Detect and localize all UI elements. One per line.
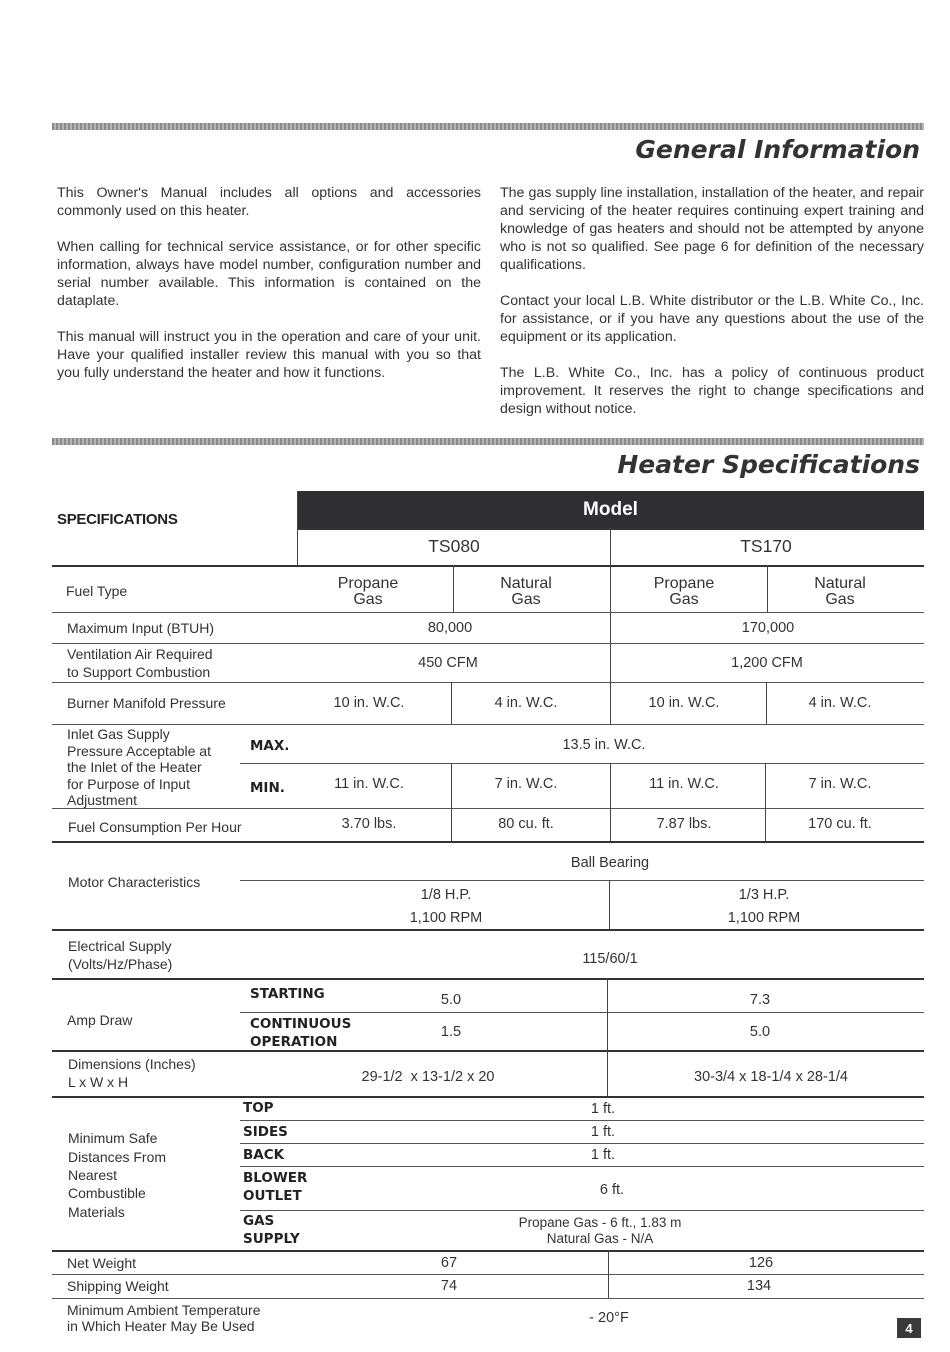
paragraph: When calling for technical service assistance, or for other specific information, always have model number, configuration number and serial number available. This information is contained on the dataplate.	[57, 239, 481, 309]
max-input-label: Maximum Input (BTUH)	[67, 620, 215, 636]
motor-ts170-hp: 1/3 H.P.	[738, 887, 790, 903]
shipping-weight-label: Shipping Weight	[67, 1278, 169, 1294]
inlet-min-value: 7 in. W.C.	[808, 776, 872, 792]
shipping-weight-ts170: 134	[746, 1278, 772, 1294]
clearance-sides-label: SIDES	[243, 1124, 288, 1140]
fuel-ts170-propane: Propane Gas	[653, 575, 715, 608]
general-right-column	[500, 184, 924, 436]
paragraph: Contact your local L.B. White distributor or the L.B. White Co., Inc. for assistance, or if you have any questions about the use of the equipment or its application.	[500, 293, 924, 345]
ventilation-ts170: 1,200 CFM	[731, 655, 803, 671]
inlet-min-label: MIN.	[250, 780, 285, 796]
paragraph: This Owner's Manual includes all options and accessories commonly used on this heater.	[57, 185, 481, 219]
clearance-gas-label: GAS	[243, 1213, 275, 1229]
amp-starting-label: STARTING	[250, 986, 325, 1002]
motor-ts080-rpm: 1,100 RPM	[409, 910, 483, 926]
clearance-back-label: BACK	[243, 1147, 285, 1163]
motor-ts170-rpm: 1,100 RPM	[727, 910, 801, 926]
consumption-label: Fuel Consumption Per Hour	[68, 819, 242, 835]
paragraph: This manual will instruct you in the operation and care of your unit. Have your qualified installer review this manual with you so that you fully understand the heater and how it functions.	[57, 329, 481, 381]
clearance-gas-label: SUPPLY	[243, 1231, 300, 1247]
manifold-value: 10 in. W.C.	[648, 695, 720, 711]
fuel-ts080-propane: Propane Gas	[337, 575, 399, 608]
consumption-value: 80 cu. ft.	[498, 816, 554, 832]
consumption-value: 7.87 lbs.	[656, 816, 712, 832]
dimensions-label: L x W x H	[68, 1074, 129, 1090]
clearance-blower-label: BLOWER	[243, 1170, 308, 1186]
ventilation-ts080: 450 CFM	[418, 655, 478, 671]
fuel-type-label: Fuel Type	[66, 583, 128, 599]
ambient-label: in Which Heater May Be Used	[67, 1318, 255, 1334]
consumption-value: 3.70 lbs.	[341, 816, 397, 832]
model-label: Model	[583, 498, 638, 520]
dimensions-ts170: 30-3/4 x 18-1/4 x 28-1/4	[694, 1069, 848, 1085]
general-left-column	[57, 184, 481, 400]
clearance-sides-value: 1 ft.	[590, 1124, 616, 1140]
clearance-back-value: 1 ft.	[590, 1147, 616, 1163]
amp-continuous-ts080: 1.5	[440, 1024, 462, 1040]
max-input-ts080: 80,000	[427, 620, 473, 636]
motor-label: Motor Characteristics	[68, 874, 201, 890]
model-ts170: TS170	[740, 536, 792, 556]
consumption-value: 170 cu. ft.	[808, 816, 872, 832]
motor-bearing: Ball Bearing	[570, 855, 650, 871]
general-information-title: General Information	[635, 135, 920, 164]
page-number: 4	[897, 1318, 921, 1338]
model-ts080: TS080	[428, 536, 480, 556]
manifold-label: Burner Manifold Pressure	[67, 695, 226, 711]
ambient-label: Minimum Ambient Temperature	[67, 1302, 261, 1318]
electrical-label: (Volts/Hz/Phase)	[68, 956, 173, 972]
electrical-value: 115/60/1	[582, 951, 638, 967]
clearance-top-value: 1 ft.	[590, 1101, 616, 1117]
ambient-value: - 20°F	[589, 1310, 629, 1326]
net-weight-ts080: 67	[440, 1255, 458, 1271]
model-header-bar	[297, 491, 924, 528]
clearance-blower-value: 6 ft.	[599, 1182, 625, 1198]
fuel-ts080-natural: Natural Gas	[500, 575, 552, 608]
shipping-weight-ts080: 74	[440, 1278, 458, 1294]
manifold-value: 4 in. W.C.	[494, 695, 558, 711]
inlet-min-value: 11 in. W.C.	[334, 776, 404, 792]
section-divider	[52, 438, 924, 445]
amp-starting-ts170: 7.3	[749, 992, 771, 1008]
electrical-label: Electrical Supply	[68, 938, 172, 954]
inlet-min-value: 7 in. W.C.	[494, 776, 558, 792]
amp-continuous-label: CONTINUOUS	[250, 1016, 352, 1032]
manifold-value: 10 in. W.C.	[333, 695, 405, 711]
clearance-blower-label: OUTLET	[243, 1188, 302, 1204]
dimensions-ts080: 29-1/2 x 13-1/2 x 20	[361, 1069, 495, 1085]
amp-continuous-ts170: 5.0	[749, 1024, 771, 1040]
amp-draw-label: Amp Draw	[67, 1012, 133, 1028]
heater-specifications-title: Heater Specifications	[617, 450, 920, 479]
manifold-value: 4 in. W.C.	[808, 695, 872, 711]
net-weight-ts170: 126	[748, 1255, 774, 1271]
section-divider	[52, 123, 924, 130]
inlet-max-value: 13.5 in. W.C.	[562, 737, 646, 753]
net-weight-label: Net Weight	[67, 1255, 136, 1271]
ventilation-label: Ventilation Air Required	[67, 646, 213, 662]
motor-ts080-hp: 1/8 H.P.	[420, 887, 472, 903]
amp-starting-ts080: 5.0	[440, 992, 462, 1008]
clearance-gas-value: Propane Gas - 6 ft., 1.83 m	[518, 1215, 682, 1230]
dimensions-label: Dimensions (Inches)	[68, 1056, 196, 1072]
max-input-ts170: 170,000	[741, 620, 795, 636]
clearance-gas-value: Natural Gas - N/A	[546, 1231, 654, 1246]
inlet-min-value: 11 in. W.C.	[649, 776, 719, 792]
paragraph: The gas supply line installation, installation of the heater, and repair and servicing of the heater requires continuing expert training and knowledge of gas heaters and should not be attempted by anyone who is not so qualified. See page 6 for definition of the necessary qualifications.	[500, 185, 924, 273]
ventilation-label: to Support Combustion	[67, 664, 211, 680]
specifications-heading: SPECIFICATIONS	[57, 511, 178, 528]
paragraph: The L.B. White Co., Inc. has a policy of continuous product improvement. It reserves the right to change specifications and design without notice.	[500, 365, 924, 417]
inlet-max-label: MAX.	[250, 738, 290, 754]
fuel-ts170-natural: Natural Gas	[814, 575, 866, 608]
clearance-top-label: TOP	[243, 1100, 274, 1116]
amp-continuous-label: OPERATION	[250, 1034, 338, 1050]
